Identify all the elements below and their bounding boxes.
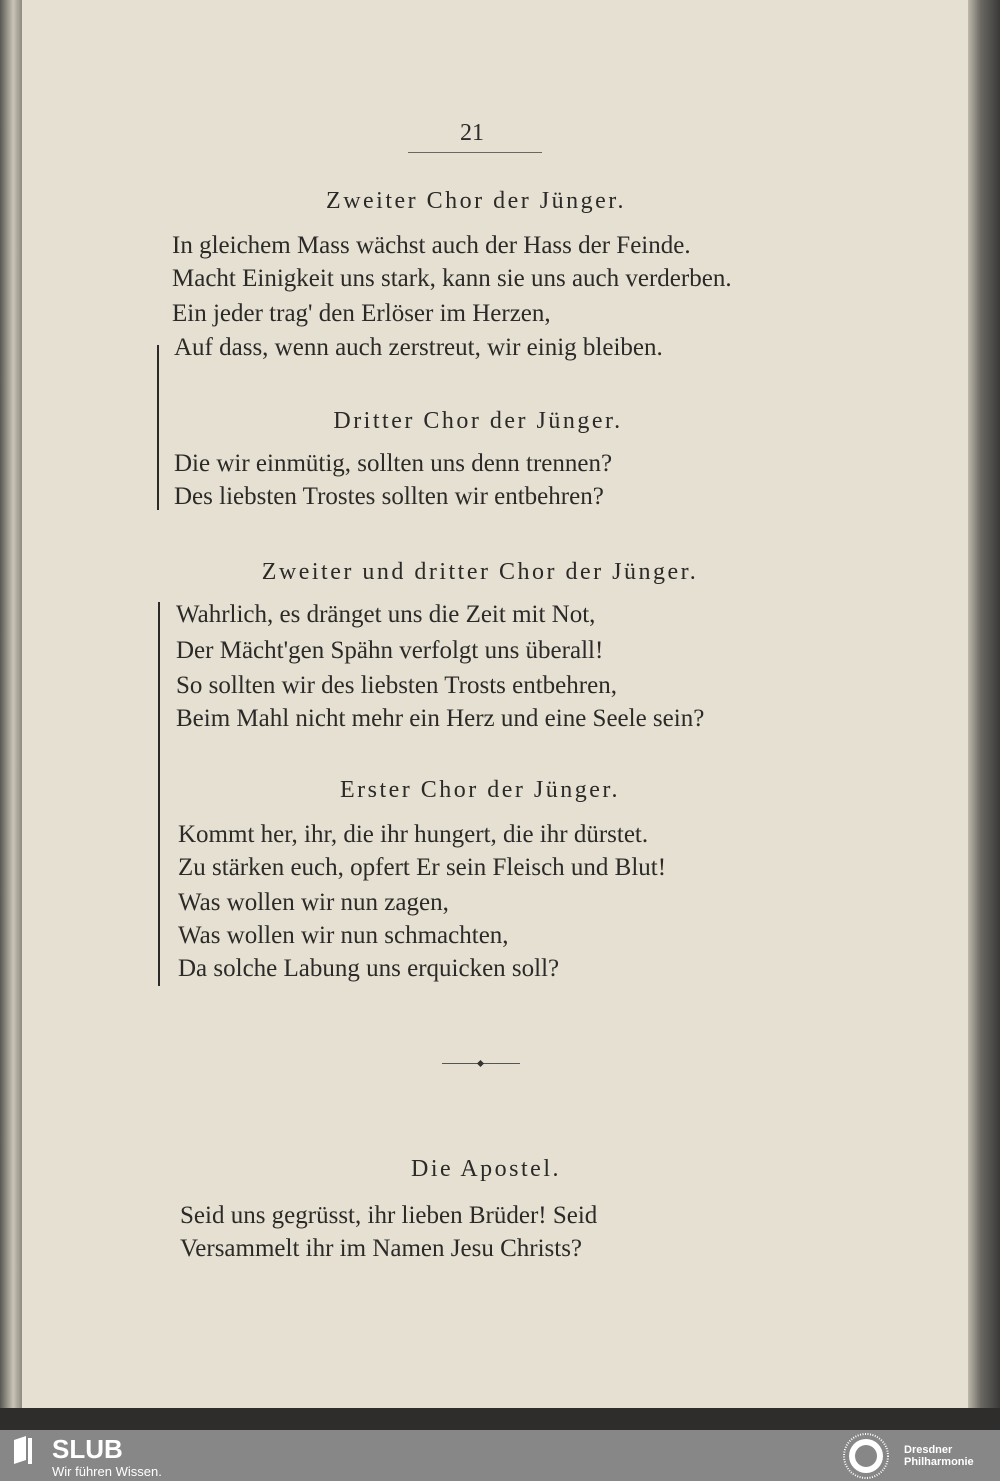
philharmonie-line2: Philharmonie: [904, 1456, 974, 1468]
verse-line: Was wollen wir nun schmachten,: [178, 922, 509, 949]
margin-bracket: [157, 345, 159, 510]
verse-line: Seid uns gegrüsst, ihr lieben Brüder! Seid: [180, 1202, 598, 1229]
section-heading: Erster Chor der Jünger.: [339, 777, 621, 803]
header-rule: [408, 152, 542, 153]
slub-logo: SLUB: [52, 1434, 123, 1464]
section-heading: Die Apostel.: [411, 1156, 561, 1182]
page-left-edge: [0, 0, 22, 1408]
verse-line: Kommt her, ihr, die ihr hungert, die ihr dürstet.: [178, 821, 649, 848]
footer-bar: [0, 1430, 1000, 1481]
verse-line: In gleichem Mass wächst auch der Hass der Feinde.: [172, 232, 691, 259]
philharmonie-logo-icon: [842, 1432, 890, 1480]
book-icon: [12, 1436, 34, 1466]
section-heading: Dritter Chor der Jünger.: [333, 408, 623, 434]
verse-line: Die wir einmütig, sollten uns denn trennen?: [174, 450, 613, 477]
page-right-edge: [968, 0, 1000, 1408]
verse-line: Zu stärken euch, opfert Er sein Fleisch und Blut!: [178, 854, 667, 881]
section-heading: Zweiter und dritter Chor der Jünger.: [261, 559, 699, 585]
verse-line: Auf dass, wenn auch zerstreut, wir einig bleiben.: [174, 334, 663, 361]
ornament-divider: [412, 1062, 550, 1066]
verse-line: Was wollen wir nun zagen,: [178, 889, 449, 916]
verse-line: Ein jeder trag' den Erlöser im Herzen,: [172, 300, 551, 327]
slub-tagline: Wir führen Wissen.: [52, 1464, 162, 1479]
verse-line: Macht Einigkeit uns stark, kann sie uns auch verderben.: [172, 265, 732, 292]
verse-line: Versammelt ihr im Namen Jesu Christs?: [180, 1235, 583, 1262]
verse-line: Da solche Labung uns erquicken soll?: [178, 955, 560, 982]
philharmonie-line1: Dresdner: [904, 1444, 953, 1456]
philharmonie-logo-text: [904, 1444, 974, 1468]
verse-line: So sollten wir des liebsten Trosts entbehren,: [176, 672, 617, 699]
margin-bracket: [158, 602, 160, 986]
page-number: 21: [460, 120, 484, 146]
verse-line: Der Mächt'gen Spähn verfolgt uns überall!: [176, 637, 604, 664]
section-heading: Zweiter Chor der Jünger.: [326, 188, 626, 214]
verse-line: Des liebsten Trostes sollten wir entbehren?: [174, 483, 604, 510]
verse-line: Beim Mahl nicht mehr ein Herz und eine Seele sein?: [176, 705, 705, 732]
verse-line: Wahrlich, es dränget uns die Zeit mit Not,: [176, 601, 596, 628]
